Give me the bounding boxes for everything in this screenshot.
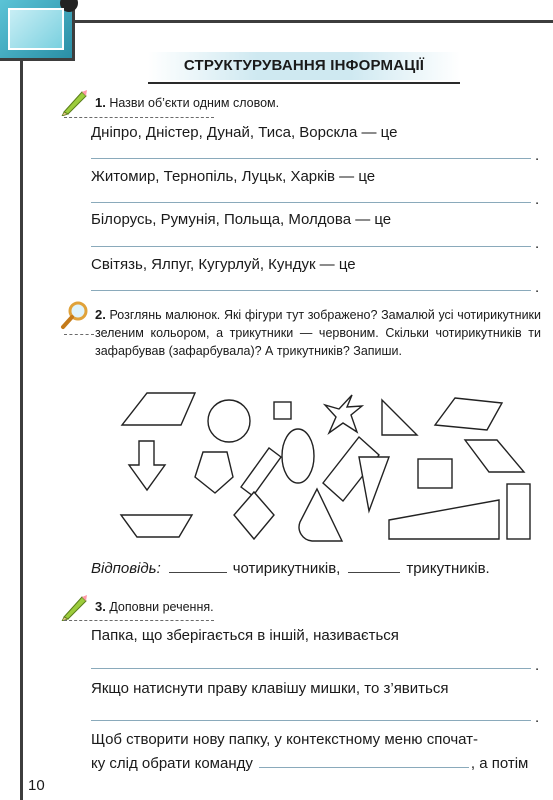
shape-tall-rectangle (507, 484, 530, 539)
shapes-figure (117, 385, 542, 545)
shape-ellipse (282, 429, 314, 483)
task1-item-3: Білорусь, Румунія, Польща, Молдова — це (91, 211, 392, 228)
shape-circle (208, 400, 250, 442)
left-frame-line (20, 58, 23, 800)
task1-answer-3-dot: . (535, 235, 540, 252)
shape-trapezoid-3 (389, 500, 499, 539)
task2-heading (95, 306, 541, 360)
task1-rule (64, 117, 214, 118)
task2-number: 2. (95, 307, 106, 322)
task1-item-2: Житомир, Тернопіль, Луцьк, Харків — це (91, 168, 376, 185)
shape-semicircle (299, 489, 342, 541)
task3-prompt: Доповни речення. (109, 600, 214, 614)
task1-answer-4-line[interactable] (91, 290, 531, 291)
page-title: СТРУКТУРУВАННЯ ІНФОРМАЦІЇ (183, 56, 425, 74)
shape-rhombus-2 (234, 492, 274, 539)
triangles-answer-blank[interactable] (348, 571, 400, 573)
pencil-icon (60, 86, 88, 116)
pencil-icon-2 (60, 591, 88, 621)
quads-label: чотирикутників, (232, 560, 341, 577)
task1-answer-1-dot: . (535, 147, 540, 164)
page-number: 10 (28, 777, 45, 794)
corner-dot (60, 0, 78, 12)
task3-answer-2-line[interactable] (91, 720, 531, 721)
task1-prompt: Назви об’єкти одним словом. (109, 96, 280, 110)
task3-answer-1-line[interactable] (91, 668, 531, 669)
shape-arrow (129, 441, 165, 490)
shape-pentagon (195, 452, 233, 493)
task1-item-1: Дніпро, Дністер, Дунай, Тиса, Ворскла — це (91, 124, 398, 141)
shape-star (325, 395, 362, 433)
shape-small-square (274, 402, 291, 419)
top-frame-line (72, 20, 553, 23)
task1-heading (95, 94, 279, 112)
triangles-label: трикутників. (406, 560, 490, 577)
shape-triangle-down (359, 457, 389, 511)
task1-answer-2-line[interactable] (91, 202, 531, 203)
task3-sentence-1: Папка, що зберігається в іншій, називається (91, 627, 399, 644)
answer-label: Відповідь: (91, 560, 161, 577)
task3-heading (95, 598, 214, 616)
magnifier-icon (60, 300, 90, 330)
task2-rule (64, 334, 94, 335)
task2-prompt: Розглянь малюнок. Які фігури тут зображено? Замалюй усі чотирикутники зеленим кольором, а трикутники — червоним. Скільки чотирикутників ти зафарбував (зафарбувала)? А трикутників? Запиши. (95, 308, 541, 358)
task3-answer-1-dot: . (535, 657, 540, 674)
task3-number: 3. (95, 599, 106, 614)
task1-answer-1-line[interactable] (91, 158, 531, 159)
shape-right-triangle (382, 400, 417, 435)
task2-answer-row (91, 560, 490, 577)
task3-sentence-2: Якщо натиснути праву клавішу мишки, то з’явиться (91, 680, 449, 697)
shape-rhombus (435, 398, 502, 430)
shape-rectangle-slanted (241, 448, 281, 496)
shape-trapezoid-1 (122, 393, 195, 425)
title-banner (148, 48, 460, 84)
task1-answer-3-line[interactable] (91, 246, 531, 247)
task3-sentence-3b-start: ку слід обрати команду (91, 755, 253, 772)
task3-rule (64, 620, 214, 621)
shape-trapezoid-2 (121, 515, 192, 537)
task1-item-4: Світязь, Ялпуг, Кугурлуй, Кундук — це (91, 256, 356, 273)
task3-sentence-3b (91, 755, 528, 772)
task1-number: 1. (95, 95, 106, 110)
task1-answer-4-dot: . (535, 279, 540, 296)
corner-decoration (0, 0, 75, 61)
task1-answer-2-dot: . (535, 191, 540, 208)
task3-answer-2-dot: . (535, 709, 540, 726)
task3-sentence-3a: Щоб створити нову папку, у контекстному меню спочат- (91, 731, 479, 748)
shape-square (418, 459, 452, 488)
task3-sentence-3b-end: , а потім (470, 755, 529, 772)
quads-answer-blank[interactable] (169, 571, 227, 573)
shape-parallelogram (465, 440, 524, 472)
task3-command-blank[interactable] (259, 766, 469, 768)
